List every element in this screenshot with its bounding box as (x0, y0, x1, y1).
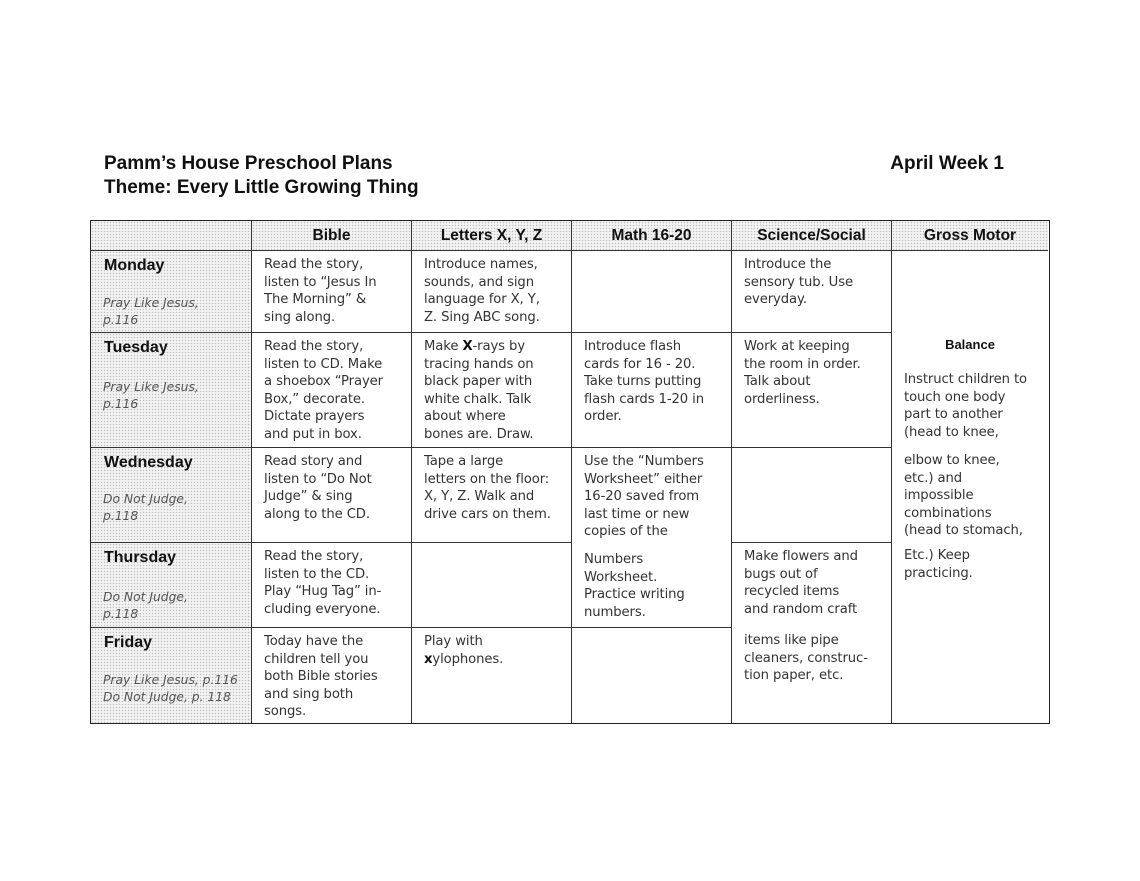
gross-motor-text-1: Instruct children to touch one body part to another (head to knee, (904, 372, 1028, 440)
day-cell-thursday (91, 543, 252, 628)
science-thu-fri-text-1: Make flowers and bugs out of recycled items and random craft (744, 549, 858, 617)
letters-tuesday-bold-letter: X (462, 339, 473, 354)
day-name: Monday (104, 257, 165, 274)
letters-tuesday-text: Make (424, 339, 463, 354)
math-wed-thu-text-2: Numbers Worksheet. Practice writing numbers. (584, 552, 685, 620)
gross-motor-text-2: elbow to knee, etc.) and impossible combinations (head to stomach, (904, 453, 1023, 538)
science-thu-fri-text-2: items like pipe cleaners, construc- tion paper, etc. (744, 633, 868, 683)
column-header-gross-motor: Gross Motor (892, 221, 1048, 251)
week-label: April Week 1 (890, 153, 1004, 174)
day-name: Thursday (104, 549, 177, 566)
column-header-bible: Bible (252, 221, 412, 251)
day-reference: Pray Like Jesus, p.116 (103, 380, 199, 411)
letters-cell-monday: Introduce names, sounds, and sign language for X, Y, Z. Sing ABC song. (412, 251, 572, 333)
bible-cell-friday: Today have the children tell you both Bible stories and sing both songs. (252, 628, 412, 723)
letters-tuesday-text-rest: -rays by tracing hands on black paper with white chalk. Talk about where bones are. Draw. (424, 339, 534, 442)
math-wed-thu-text-1: Use the “Numbers Worksheet” either 16-20 saved from last time or new copies of the (584, 454, 704, 539)
gross-motor-text-3: Etc.) Keep practicing. (904, 548, 973, 581)
day-name: Tuesday (104, 339, 168, 356)
day-reference: Pray Like Jesus, p.116 Do Not Judge, p. 118 (103, 673, 238, 704)
gross-motor-cell (892, 251, 1048, 723)
science-cell-tuesday: Work at keeping the room in order. Talk about orderliness. (732, 333, 892, 448)
letters-cell-thursday (412, 543, 572, 628)
corner-header-cell (91, 221, 252, 251)
page-header (104, 152, 1004, 200)
day-cell-monday (91, 251, 252, 333)
bible-cell-thursday: Read the story, listen to the CD. Play “Hug Tag” in- cluding everyone. (252, 543, 412, 628)
science-cell-wednesday (732, 448, 892, 543)
day-cell-tuesday (91, 333, 252, 448)
theme-title: Theme: Every Little Growing Thing (104, 177, 419, 198)
math-cell-wednesday-thursday (572, 448, 732, 628)
bible-cell-monday: Read the story, listen to “Jesus In The Morning” & sing along. (252, 251, 412, 333)
day-name: Friday (104, 634, 153, 651)
letters-friday-text: Play with (424, 634, 483, 649)
page-title: Pamm’s House Preschool Plans (104, 153, 393, 174)
day-reference: Do Not Judge, p.118 (103, 590, 188, 621)
science-cell-thursday-friday (732, 543, 892, 723)
math-cell-friday (572, 628, 732, 723)
science-cell-monday: Introduce the sensory tub. Use everyday. (732, 251, 892, 333)
column-header-math: Math 16-20 (572, 221, 732, 251)
math-cell-tuesday: Introduce flash cards for 16 - 20. Take turns putting flash cards 1-20 in order. (572, 333, 732, 448)
letters-cell-friday (412, 628, 572, 723)
bible-cell-wednesday: Read story and listen to “Do Not Judge” & sing along to the CD. (252, 448, 412, 543)
column-header-letters: Letters X, Y, Z (412, 221, 572, 251)
day-name: Wednesday (104, 454, 193, 471)
letters-cell-tuesday (412, 333, 572, 448)
gross-motor-title: Balance (945, 337, 995, 352)
letters-cell-wednesday: Tape a large letters on the floor: X, Y, Z. Walk and drive cars on them. (412, 448, 572, 543)
day-cell-friday (91, 628, 252, 723)
column-header-science: Science/Social (732, 221, 892, 251)
letters-friday-bold-letter: x (424, 651, 433, 667)
letters-friday-text-rest: ylophones. (432, 651, 504, 667)
bible-cell-tuesday: Read the story, listen to CD. Make a shoebox “Prayer Box,” decorate. Dictate prayers and put in box. (252, 333, 412, 448)
lesson-plan-table (90, 220, 1050, 724)
day-reference: Pray Like Jesus, p.116 (103, 296, 199, 327)
day-cell-wednesday (91, 448, 252, 543)
math-cell-monday (572, 251, 732, 333)
day-reference: Do Not Judge, p.118 (103, 492, 188, 523)
